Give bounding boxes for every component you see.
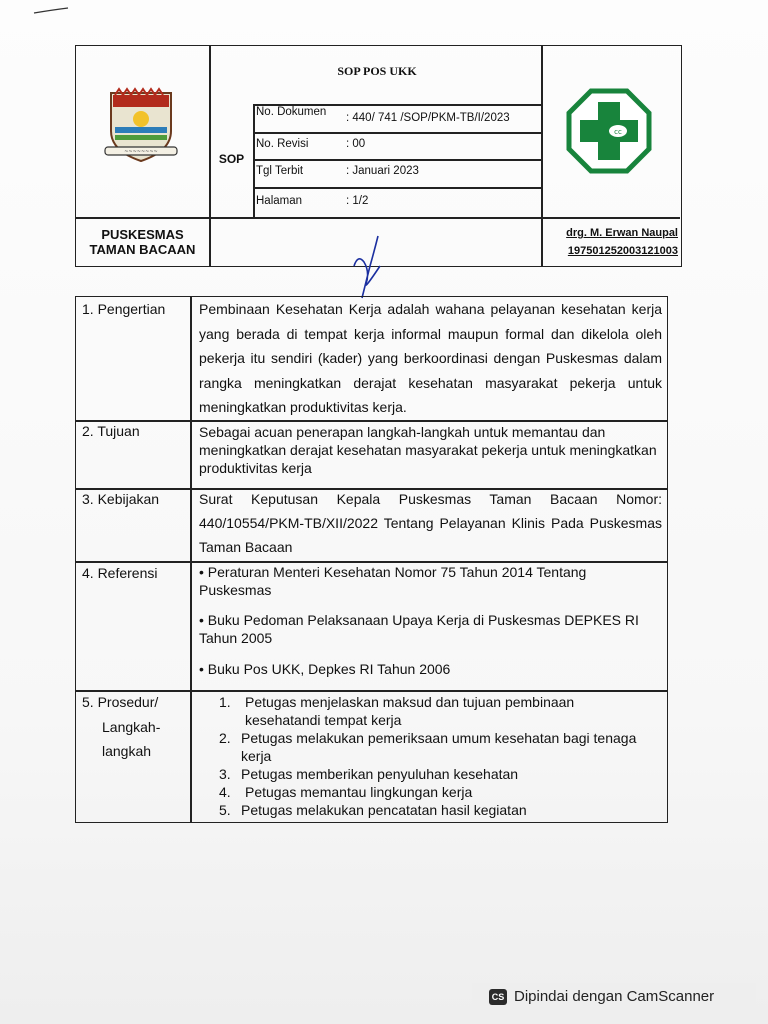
section-referensi-list xyxy=(199,563,662,678)
section-label-referensi: 4. Referensi xyxy=(82,565,158,581)
step-text: Petugas memberikan penyuluhan kesehatan xyxy=(241,766,519,782)
city-emblem-logo xyxy=(103,81,179,167)
step-number: 4. xyxy=(219,784,231,800)
section-label-kebijakan: 3. Kebijakan xyxy=(82,491,160,507)
step-number: 3. xyxy=(219,766,231,782)
step-text: Petugas melakukan pemeriksaan umum kesehatan bagi tenaga kerja xyxy=(241,730,637,764)
step-text: Petugas memantau lingkungan kerja xyxy=(245,784,473,800)
meta-label: No. Revisi xyxy=(256,138,309,150)
meta-value: : Januari 2023 xyxy=(346,165,419,177)
reference-item: • Peraturan Menteri Kesehatan Nomor 75 Tahun 2014 Tentang Puskesmas xyxy=(199,564,587,598)
section-label-prosedur-3: langkah xyxy=(102,743,152,759)
puskesmas-cross-logo xyxy=(566,88,652,174)
step-number: 2. xyxy=(219,730,231,746)
camscanner-icon: CS xyxy=(489,989,507,1005)
meta-label: No. Dokumen xyxy=(256,106,327,118)
meta-label: Tgl Terbit xyxy=(256,165,304,177)
signer-name: drg. M. Erwan Naupal xyxy=(566,227,678,239)
svg-text:~~~~~~~~: ~~~~~~~~ xyxy=(124,149,158,155)
org-line: TAMAN BACAAN xyxy=(89,242,196,257)
step-text: Petugas menjelaskan maksud dan tujuan pembinaan kesehatandi tempat kerja xyxy=(245,694,575,728)
sop-content-table xyxy=(75,296,668,823)
signer-block xyxy=(542,224,682,260)
reference-item: • Buku Pos UKK, Depkes RI Tahun 2006 xyxy=(199,661,451,677)
step-number: 5. xyxy=(219,802,231,818)
svg-text:cc: cc xyxy=(614,128,622,136)
camscanner-watermark xyxy=(472,983,756,1011)
sop-label: SOP xyxy=(218,152,245,166)
section-text-kebijakan: Surat Keputusan Kepala Puskesmas Taman Bacaan Nomor: 440/10554/PKM-TB/XII/2022 Tentang Pelayanan Klinis Pada Puskesmas Taman Bacaan xyxy=(199,491,662,555)
section-label-pengertian: 1. Pengertian xyxy=(82,301,166,317)
meta-value: : 00 xyxy=(346,138,366,150)
handwritten-signature xyxy=(340,232,400,302)
section-label-prosedur: 5. Prosedur/ xyxy=(82,694,159,710)
document-title: SOP POS UKK xyxy=(337,64,417,78)
step-text: Petugas melakukan pencatatan hasil kegiatan xyxy=(241,802,527,818)
pen-scribble xyxy=(32,4,72,16)
section-label-prosedur-2: Langkah- xyxy=(102,719,161,735)
meta-label: Halaman xyxy=(256,195,303,207)
meta-value: : 440/ 741 /SOP/PKM-TB/I/2023 xyxy=(346,112,510,124)
signer-nip: 197501252003121003 xyxy=(567,245,678,257)
section-text-pengertian: Pembinaan Kesehatan Kerja adalah wahana pelayanan kesehatan kerja yang berada di tempat kerja informal maupun formal dan dikelola oleh pekerja itu sendiri (kader) yang berkoordinasi dengan Puskesmas dalam rangka meningkatkan derajat kesehatan masyarakat pekerja untuk meningkatkan produktivitas kerja. xyxy=(199,301,662,415)
org-line: PUSKESMAS xyxy=(101,227,184,242)
organization-name xyxy=(76,227,209,257)
section-label-tujuan: 2. Tujuan xyxy=(82,423,140,439)
meta-value: : 1/2 xyxy=(346,195,369,207)
step-number: 1. xyxy=(219,694,231,710)
reference-item: • Buku Pedoman Pelaksanaan Upaya Kerja di Puskesmas DEPKES RI Tahun 2005 xyxy=(199,612,639,646)
camscanner-text: Dipindai dengan CamScanner xyxy=(514,988,715,1005)
section-text-tujuan: Sebagai acuan penerapan langkah-langkah untuk memantau dan meningkatkan derajat kesehatan masyarakat pekerja untuk meningkatkan produktivitas kerja xyxy=(199,424,657,476)
